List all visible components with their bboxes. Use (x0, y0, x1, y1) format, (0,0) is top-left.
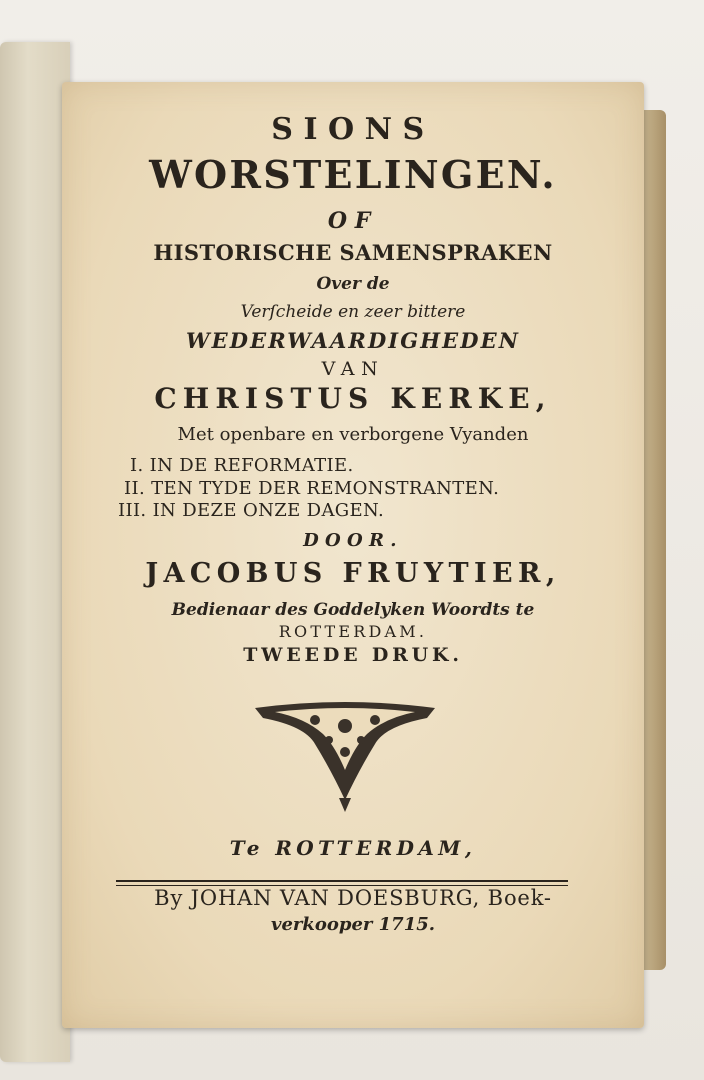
title-line-2: WORSTELINGEN. (149, 152, 557, 197)
publisher-line: By JOHAN VAN DOESBURG, Boek- (154, 886, 552, 910)
edition-line: TWEEDE DRUK. (243, 644, 463, 666)
list-item-1: I. IN DE REFORMATIE. (130, 455, 354, 476)
wederwaardigheden-line: WEDERWAARDIGHEDEN (185, 328, 520, 353)
list-item-3: III. IN DEZE ONZE DAGEN. (118, 500, 385, 521)
subtitle: HISTORISCHE SAMENSPRAKEN (153, 240, 553, 265)
vyanden-line: Met openbare en verborgene Vyanden (177, 424, 529, 445)
title-line-1: SIONS (271, 112, 435, 147)
of-line: OF (327, 208, 379, 234)
christus-kerke-line: CHRISTUS KERKE, (154, 382, 552, 415)
verscheide-line: Verſcheide en zeer bittere (240, 302, 466, 322)
bedienaar-line: Bedienaar des Goddelyken Woordts te (171, 600, 535, 620)
rotterdam-author-line: ROTTERDAM. (278, 622, 428, 641)
list-item-2: II. TEN TYDE DER REMONSTRANTEN. (124, 478, 500, 499)
place-line: Te ROTTERDAM, (229, 836, 477, 860)
door-line: DOOR. (303, 530, 403, 551)
author-line: JACOBUS FRUYTIER, (145, 558, 561, 589)
book-cover-left-board (0, 42, 70, 1062)
publisher-line-2: verkooper 1715. (270, 914, 436, 935)
over-de-line: Over de (316, 274, 390, 294)
van-line: VAN (321, 358, 385, 380)
printers-ornament (255, 700, 435, 812)
